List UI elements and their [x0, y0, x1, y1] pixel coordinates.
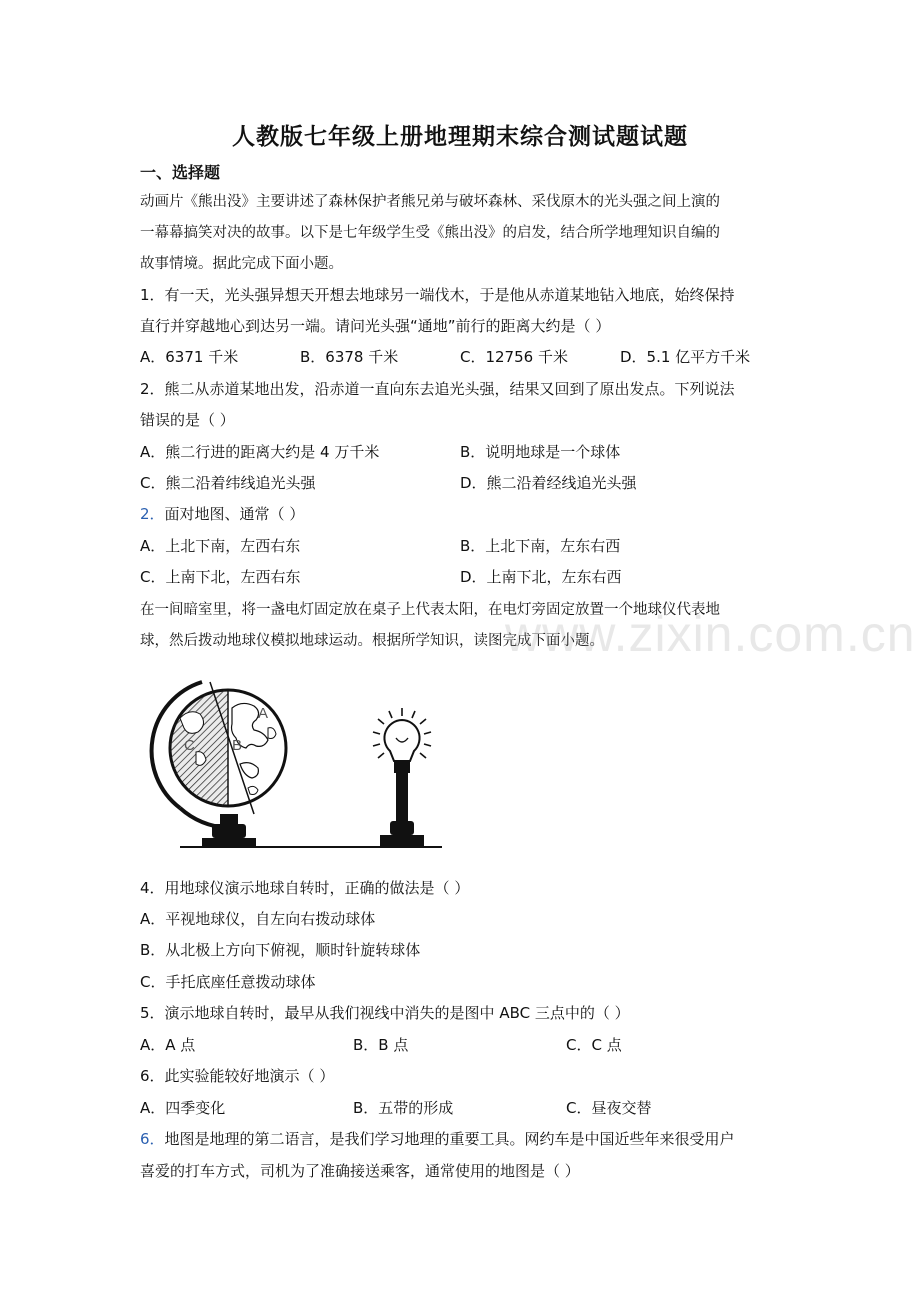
intro-paragraph-line: 动画片《熊出没》主要讲述了森林保护者熊兄弟与破坏森林、采伐原木的光头强之间上演的 [140, 194, 720, 210]
point-a-label: A [258, 705, 269, 722]
question-2 [140, 378, 735, 399]
question-number: 4． [140, 879, 165, 897]
option-c: C．12756 千米 [460, 348, 568, 366]
option-a: A．A 点 [140, 1036, 196, 1054]
section-heading: 一、选择题 [140, 163, 221, 182]
question-3 [140, 503, 304, 524]
option-c: C．手托底座任意拨动球体 [140, 973, 316, 991]
question-5 [140, 1002, 630, 1023]
question-number: 5． [140, 1004, 165, 1022]
document-title: 人教版七年级上册地理期末综合测试题试题 [232, 124, 688, 150]
globe-stand [220, 814, 238, 824]
option-c: C．熊二沿着纬线追光头强 [140, 474, 316, 492]
option-c: C．上南下北，左西右东 [140, 568, 301, 586]
option-a: A．四季变化 [140, 1099, 226, 1117]
question-text: 用地球仪演示地球自转时，正确的做法是（ ） [164, 879, 470, 897]
option-a: A．熊二行进的距离大约是 4 万千米 [140, 443, 380, 461]
intro-paragraph-line: 故事情境。据此完成下面小题。 [140, 256, 343, 272]
option-b: B．6378 千米 [300, 348, 399, 366]
question-text-line: 喜爱的打车方式，司机为了准确接送乘客，通常使用的地图是（ ） [140, 1162, 580, 1180]
option-c: C．C 点 [566, 1036, 622, 1054]
option-b: B．上北下南，左东右西 [460, 537, 621, 555]
question-number: 1． [140, 286, 165, 304]
question-number: 6． [140, 1067, 165, 1085]
option-d: D．上南下北，左东右西 [460, 568, 622, 586]
point-c-label: C [184, 737, 195, 754]
option-b: B．五带的形成 [353, 1099, 454, 1117]
question-text: 此实验能较好地演示（ ） [164, 1067, 335, 1085]
question-1 [140, 284, 735, 305]
question-number: 2． [140, 505, 165, 523]
option-b: B．从北极上方向下俯视，顺时针旋转球体 [140, 941, 421, 959]
question-text: 有一天，光头强异想天开想去地球另一端伐木，于是他从赤道某地钻入地底，始终保持 [164, 286, 735, 304]
option-a: A．上北下南，左西右东 [140, 537, 301, 555]
question-text: 熊二从赤道某地出发，沿赤道一直向东去追光头强，结果又回到了原出发点。下列说法 [164, 380, 735, 398]
point-b-label: B [232, 737, 243, 754]
question-text: 演示地球自转时，最早从我们视线中消失的是图中 ABC 三点中的（ ） [164, 1004, 630, 1022]
option-c: C．昼夜交替 [566, 1099, 652, 1117]
option-d: D．熊二沿着经线追光头强 [460, 474, 637, 492]
globe-lamp-figure [140, 668, 460, 853]
option-b: B．B 点 [353, 1036, 409, 1054]
question-text-line: 错误的是（ ） [140, 411, 235, 429]
option-a: A．6371 千米 [140, 348, 239, 366]
question-text: 面对地图、通常（ ） [164, 505, 305, 523]
lamp [373, 708, 431, 846]
watermark: www.zixin.com.cn [505, 606, 916, 662]
question-number: 6． [140, 1130, 165, 1148]
question-4 [140, 877, 469, 898]
option-a: A．平视地球仪，自左向右拨动球体 [140, 910, 376, 928]
question-6 [140, 1065, 334, 1086]
option-d: D．5.1 亿平方千米 [620, 348, 751, 366]
question-7 [140, 1128, 735, 1149]
intro-paragraph-line: 一幕幕搞笑对决的故事。以下是七年级学生受《熊出没》的启发，结合所学地理知识自编的 [140, 225, 720, 241]
option-b: B．说明地球是一个球体 [460, 443, 621, 461]
question-number: 2． [140, 380, 165, 398]
question-text: 地图是地理的第二语言，是我们学习地理的重要工具。网约车是中国近些年来很受用户 [164, 1130, 735, 1148]
question-text-line: 直行并穿越地心到达另一端。请问光头强“通地”前行的距离大约是（ ） [140, 317, 611, 335]
intro-paragraph-line: 在一间暗室里，将一盏电灯固定放在桌子上代表太阳，在电灯旁固定放置一个地球仪代表地 [140, 602, 720, 618]
intro-paragraph-line: 球，然后拨动地球仪模拟地球运动。根据所学知识，读图完成下面小题。 [140, 633, 604, 649]
